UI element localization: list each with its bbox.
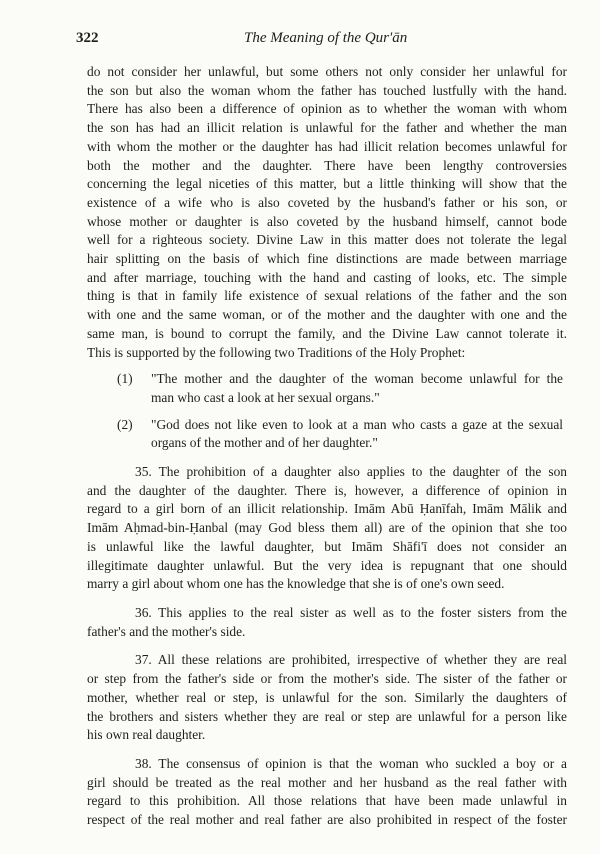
text-line: man who cast a look at her sexual organs." (151, 389, 380, 405)
text-line: 35. The prohibition of a daughter also applies to the daughter of the son (135, 464, 567, 480)
text-line: organs of the mother and of her daughter." (151, 435, 378, 451)
note-paragraph (87, 463, 567, 594)
intro-paragraph (87, 63, 567, 362)
page-header (76, 30, 540, 54)
running-title: The Meaning of the Qur'ān (244, 30, 408, 46)
text-line: father's and the mother's side. (87, 623, 246, 639)
text-line: the son has had an illicit relation is unlawful for the father and whether the man (87, 120, 567, 136)
tradition-number: (1) (117, 371, 133, 387)
text-line: do not consider her unlawful, but some others not only consider her unlawful for (87, 64, 567, 79)
text-line: "The mother and the daughter of the woman become unlawful for the (151, 371, 563, 387)
tradition-number: (2) (117, 416, 133, 432)
note-paragraph (87, 755, 567, 830)
text-line: and after marriage, touching with the hand and casting of looks, etc. The simple (87, 269, 567, 285)
text-line: illegitimate daughter unlawful. But the very idea is repugnant that one should (87, 557, 567, 573)
text-line: There has also been a difference of opinion as to whether the woman with whom (87, 101, 567, 117)
text-line: his own real daughter. (87, 727, 206, 743)
note-paragraph (87, 604, 567, 641)
text-line: 36. This applies to the real sister as well as to the foster sisters from the (135, 604, 567, 620)
text-line: the son but also the woman whom the father has touched lustfully with the hand. (87, 82, 567, 98)
text-line: mother, whether real or step, is unlawful for the son. Similarly the daughters of (87, 689, 567, 705)
note-paragraph (87, 651, 567, 745)
tradition-item (87, 370, 567, 407)
text-line: respect of the real mother and real father are also prohibited in respect of the foster (87, 812, 567, 828)
text-line: 38. The consensus of opinion is that the woman who suckled a boy or a (135, 755, 567, 771)
text-line: concerning the legal niceties of this matter, but a little thinking will show that the (87, 176, 567, 192)
text-line: or step from the father's side or from the mother's side. The sister of the father or (87, 671, 567, 687)
text-line: This is supported by the following two Traditions of the Holy Prophet: (87, 344, 466, 360)
text-line: regard to a girl born of an illicit relationship. Imām Abū Ḥanīfah, Imām Mālik and (87, 501, 567, 517)
text-line: hair splitting on the basis of which fine distinctions are made between marriage (87, 251, 567, 267)
page-number: 322 (76, 30, 99, 46)
text-line: with one and the same woman, or of the mother and the daughter with one and the (87, 307, 567, 323)
text-line: thing is that in family life existence of sexual relations of the father and the son (87, 288, 567, 304)
text-line: 37. All these relations are prohibited, irrespective of whether they are real (135, 652, 567, 668)
text-line: and the daughter of the daughter. There is, however, a difference of opinion in (87, 482, 567, 498)
text-line: marry a girl about whom one has the knowledge that she is of one's own seed. (87, 576, 505, 592)
text-line: "God does not like even to look at a man who casts a gaze at the sexual (151, 416, 563, 432)
text-line: with whom the mother or the daughter has had illicit relation becomes unlawful for (87, 138, 567, 154)
text-line: both the mother and the daughter. There have been lengthy controversies (87, 157, 567, 173)
text-line: same man, is bound to corrupt the family, and the Divine Law cannot tolerate it. (87, 325, 567, 341)
text-line: regard to this prohibition. All those relations that have been made unlawful in (87, 793, 567, 809)
text-line: the brothers and sisters whether they are real or step are unlawful for a person like (87, 708, 567, 724)
text-line: is unlawful like the lawful daughter, but Imām Shāfi'ī does not consider an (87, 538, 567, 554)
text-line: whose mother or daughter is also coveted by the husband himself, cannot bode (87, 213, 567, 229)
tradition-item (87, 416, 567, 453)
text-line: well for a righteous society. Divine Law in this matter does not tolerate the legal (87, 232, 567, 248)
page-body (87, 63, 567, 830)
text-line: Imām Aḥmad-bin-Ḥanbal (may God bless them all) are of the opinion that she too (87, 520, 567, 536)
text-line: girl should be treated as the real mother and her husband as the real father with (87, 774, 567, 790)
text-line: existence of a wife who is also coveted by the husband's father or his son, or (87, 194, 567, 210)
